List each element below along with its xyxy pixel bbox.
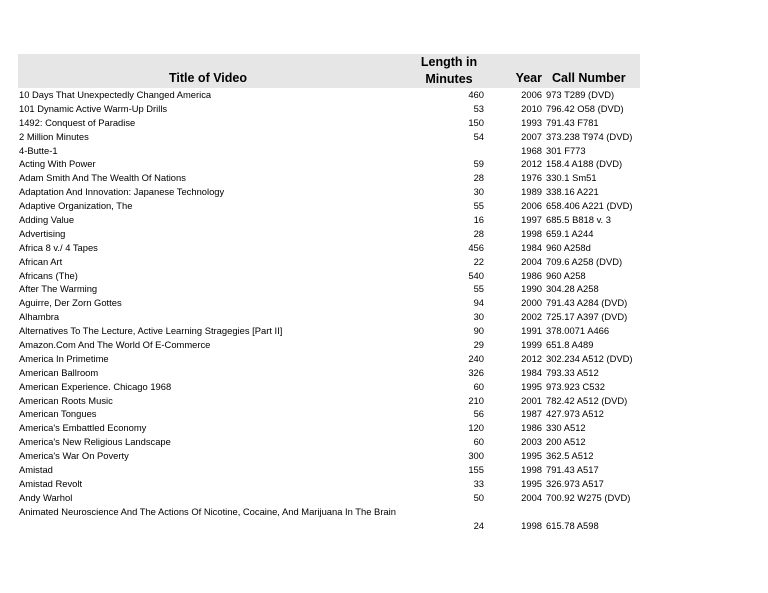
title-cell: Animated Neuroscience And The Actions Of Nicotine, Cocaine, And Marijuana In The Brain [19, 505, 396, 517]
call-number-cell: 700.92 W275 (DVD) [546, 491, 631, 503]
length-cell: 28 [473, 172, 484, 184]
length-cell: 54 [473, 130, 484, 142]
title-cell: Africans (The) [19, 269, 78, 281]
table-row [18, 421, 640, 435]
title-cell: Africa 8 v./ 4 Tapes [19, 241, 98, 253]
length-cell: 30 [473, 311, 484, 323]
header-length-line1: Length in [420, 55, 478, 69]
title-cell: Alternatives To The Lecture, Active Learning Stragegies [Part II] [19, 325, 283, 337]
length-cell: 456 [468, 241, 484, 253]
year-cell: 1993 [521, 116, 542, 128]
call-number-cell: 301 F773 [546, 144, 586, 156]
title-cell: Aguirre, Der Zorn Gottes [19, 297, 122, 309]
length-cell: 55 [473, 200, 484, 212]
title-cell: Advertising [19, 227, 66, 239]
call-number-cell: 791.43 A517 [546, 464, 599, 476]
year-cell: 1987 [521, 408, 542, 420]
call-number-cell: 326.973 A517 [546, 477, 604, 489]
table-row [18, 241, 640, 255]
table-row [18, 227, 640, 241]
call-number-cell: 791.43 A284 (DVD) [546, 297, 628, 309]
year-cell: 2003 [521, 436, 542, 448]
table-row [18, 213, 640, 227]
call-number-cell: 960 A258d [546, 241, 591, 253]
call-number-cell: 330.1 Sm51 [546, 172, 597, 184]
length-cell: 150 [468, 116, 484, 128]
title-cell: 2 Million Minutes [19, 130, 89, 142]
call-number-cell: 378.0071 A466 [546, 325, 610, 337]
table-row [18, 491, 640, 505]
year-cell: 1989 [521, 186, 542, 198]
title-cell: 4-Butte-1 [19, 144, 58, 156]
call-number-cell: 659.1 A244 [546, 227, 594, 239]
year-cell: 1995 [521, 477, 542, 489]
call-number-cell: 615.78 A598 [546, 519, 599, 531]
length-cell: 155 [468, 464, 484, 476]
length-cell: 300 [468, 450, 484, 462]
title-cell: America's Embattled Economy [19, 422, 147, 434]
year-cell: 2012 [521, 158, 542, 170]
table-row [18, 296, 640, 310]
year-cell: 2004 [521, 255, 542, 267]
table-row [18, 463, 640, 477]
table-row [18, 116, 640, 130]
title-cell: Adam Smith And The Wealth Of Nations [19, 172, 186, 184]
call-number-cell: 725.17 A397 (DVD) [546, 311, 628, 323]
year-cell: 2010 [521, 102, 542, 114]
length-cell: 60 [473, 380, 484, 392]
year-cell: 1998 [521, 464, 542, 476]
length-cell: 28 [473, 227, 484, 239]
year-cell: 2012 [521, 352, 542, 364]
year-cell: 2000 [521, 297, 542, 309]
year-cell: 1998 [521, 519, 542, 531]
length-cell: 29 [473, 339, 484, 351]
call-number-cell: 658.406 A221 (DVD) [546, 200, 633, 212]
header-call-number: Call Number [552, 71, 626, 85]
year-cell: 1976 [521, 172, 542, 184]
title-cell: America In Primetime [19, 352, 109, 364]
title-cell: 101 Dynamic Active Warm-Up Drills [19, 102, 168, 114]
table-row [18, 366, 640, 380]
length-cell: 33 [473, 477, 484, 489]
length-cell: 60 [473, 436, 484, 448]
call-number-cell: 796.42 O58 (DVD) [546, 102, 624, 114]
table-row [18, 505, 640, 533]
call-number-cell: 782.42 A512 (DVD) [546, 394, 628, 406]
year-cell: 1984 [521, 241, 542, 253]
header-title-of-video: Title of Video [168, 71, 248, 85]
title-cell: 10 Days That Unexpectedly Changed America [19, 89, 212, 100]
table-row [18, 144, 640, 158]
table-row [18, 338, 640, 352]
table-row [18, 199, 640, 213]
year-cell: 1991 [521, 325, 542, 337]
title-cell: Acting With Power [19, 158, 96, 170]
year-cell: 1997 [521, 214, 542, 226]
table-row [18, 324, 640, 338]
call-number-cell: 158.4 A188 (DVD) [546, 158, 623, 170]
length-cell: 326 [468, 366, 484, 378]
length-cell: 120 [468, 422, 484, 434]
year-cell: 2001 [521, 394, 542, 406]
table-row [18, 130, 640, 144]
call-number-cell: 427.973 A512 [546, 408, 604, 420]
title-cell: Amistad Revolt [19, 477, 83, 489]
title-cell: American Experience. Chicago 1968 [19, 380, 172, 392]
title-cell: Adding Value [19, 214, 75, 226]
header-length-in-minutes [414, 54, 484, 88]
year-cell: 1995 [521, 380, 542, 392]
table-row [18, 269, 640, 283]
length-cell: 460 [468, 89, 484, 100]
length-cell: 90 [473, 325, 484, 337]
title-cell: Alhambra [19, 311, 60, 323]
call-number-cell: 330 A512 [546, 422, 586, 434]
year-cell: 2007 [521, 130, 542, 142]
title-cell: America's War On Poverty [19, 450, 129, 462]
title-cell: American Ballroom [19, 366, 99, 378]
call-number-cell: 793.33 A512 [546, 366, 599, 378]
length-cell: 56 [473, 408, 484, 420]
title-cell: Amazon.Com And The World Of E-Commerce [19, 339, 211, 351]
title-cell: Amistad [19, 464, 53, 476]
title-cell: Adaptive Organization, The [19, 200, 133, 212]
title-cell: After The Warming [19, 283, 98, 295]
title-cell: 1492: Conquest of Paradise [19, 116, 136, 128]
title-cell: Andy Warhol [19, 491, 73, 503]
table-row [18, 255, 640, 269]
year-cell: 1999 [521, 339, 542, 351]
table-row [18, 310, 640, 324]
length-cell: 210 [468, 394, 484, 406]
table-row [18, 449, 640, 463]
year-cell: 1998 [521, 227, 542, 239]
title-cell: American Roots Music [19, 394, 113, 406]
table-row [18, 171, 640, 185]
header-length-line2: Minutes [425, 72, 473, 86]
title-cell: African Art [19, 255, 63, 267]
call-number-cell: 973.923 C532 [546, 380, 605, 392]
length-cell: 59 [473, 158, 484, 170]
year-cell: 2002 [521, 311, 542, 323]
call-number-cell: 362.5 A512 [546, 450, 594, 462]
call-number-cell: 709.6 A258 (DVD) [546, 255, 623, 267]
table-row [18, 352, 640, 366]
year-cell: 1990 [521, 283, 542, 295]
call-number-cell: 338.16 A221 [546, 186, 599, 198]
table-row [18, 477, 640, 491]
table-row [18, 394, 640, 408]
call-number-cell: 373.238 T974 (DVD) [546, 130, 633, 142]
table-header [18, 54, 640, 88]
year-cell: 1968 [521, 144, 542, 156]
length-cell: 22 [473, 255, 484, 267]
length-cell: 50 [473, 491, 484, 503]
table-body [18, 88, 640, 533]
length-cell: 94 [473, 297, 484, 309]
title-cell: America's New Religious Landscape [19, 436, 171, 448]
call-number-cell: 973 T289 (DVD) [546, 89, 615, 100]
year-cell: 2006 [521, 200, 542, 212]
call-number-cell: 791.43 F781 [546, 116, 599, 128]
year-cell: 1986 [521, 269, 542, 281]
header-year: Year [515, 71, 542, 85]
table-row [18, 157, 640, 171]
call-number-cell: 304.28 A258 [546, 283, 599, 295]
length-cell: 30 [473, 186, 484, 198]
length-cell: 24 [473, 519, 484, 531]
year-cell: 1986 [521, 422, 542, 434]
title-cell: Adaptation And Innovation: Japanese Technology [19, 186, 225, 198]
year-cell: 1984 [521, 366, 542, 378]
length-cell: 240 [468, 352, 484, 364]
length-cell: 55 [473, 283, 484, 295]
table-row [18, 435, 640, 449]
length-cell: 53 [473, 102, 484, 114]
call-number-cell: 302.234 A512 (DVD) [546, 352, 633, 364]
title-cell: American Tongues [19, 408, 97, 420]
video-catalog-table [18, 54, 640, 533]
table-row [18, 185, 640, 199]
call-number-cell: 651.8 A489 [546, 339, 594, 351]
table-row [18, 88, 640, 102]
table-row [18, 102, 640, 116]
year-cell: 2004 [521, 491, 542, 503]
length-cell: 540 [468, 269, 484, 281]
call-number-cell: 960 A258 [546, 269, 586, 281]
year-cell: 2006 [521, 89, 542, 100]
table-row [18, 282, 640, 296]
table-row [18, 380, 640, 394]
year-cell: 1995 [521, 450, 542, 462]
length-cell: 16 [473, 214, 484, 226]
call-number-cell: 685.5 B818 v. 3 [546, 214, 611, 226]
call-number-cell: 200 A512 [546, 436, 586, 448]
table-row [18, 407, 640, 421]
